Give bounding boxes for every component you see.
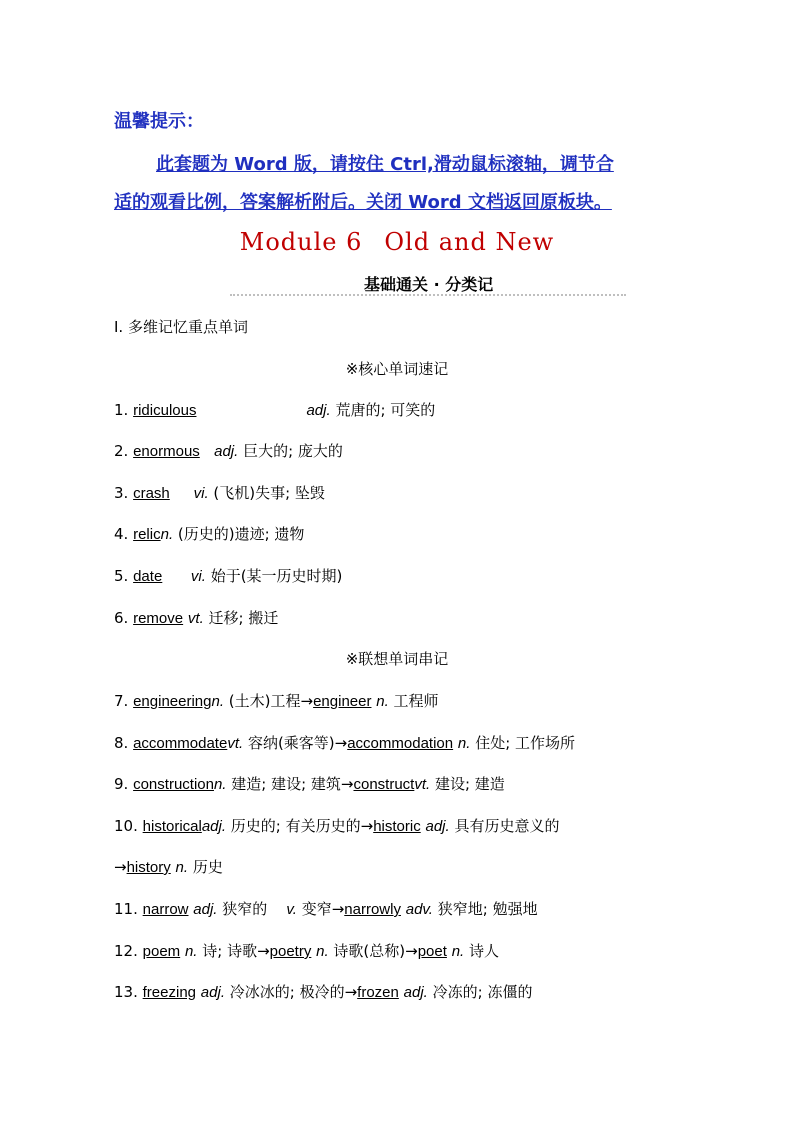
list-item [114, 565, 342, 586]
meaning: 诗; 诗歌→ [202, 942, 270, 960]
part-of-speech: n. [184, 943, 198, 960]
list-item [114, 440, 343, 461]
list-item [114, 482, 325, 503]
item-number: 11. [114, 900, 138, 918]
item-number: 12. [114, 942, 138, 960]
core-words-heading: ※核心单词速记 [345, 360, 449, 378]
vocab-word: narrow [142, 901, 189, 918]
part-of-speech: vt. [227, 735, 244, 752]
item-number: 7. [114, 692, 129, 710]
list-item [114, 607, 278, 628]
meaning: 始于(某一历史时期) [210, 567, 343, 585]
meaning: (土木)工程→ [228, 692, 314, 710]
meaning: 狭窄的 [222, 900, 268, 918]
arrow: → [114, 858, 127, 876]
meaning: 建设; 建造 [434, 775, 505, 793]
vocab-word: poet [417, 943, 447, 960]
list-item [114, 399, 435, 420]
vocab-word: date [133, 568, 163, 585]
module-topic: Old and New [384, 228, 555, 256]
list-item [114, 732, 575, 753]
vocab-word: history [126, 859, 171, 876]
item-number: 8. [114, 734, 129, 752]
meaning: (历史的)遗迹; 遗物 [177, 525, 305, 543]
assoc-words-heading: ※联想单词串记 [345, 650, 449, 668]
meaning: 巨大的; 庞大的 [243, 442, 343, 460]
meaning: 冷冰冰的; 极冷的→ [229, 983, 358, 1001]
part-of-speech: adj. [214, 443, 239, 460]
vocab-word: accommodation [347, 735, 454, 752]
vocab-word: engineer [313, 693, 372, 710]
item-number: 10. [114, 817, 138, 835]
vocab-word: freezing [142, 984, 197, 1001]
part-of-speech: vi. [193, 485, 209, 502]
module-title [0, 228, 794, 256]
module-number: Module 6 [239, 228, 363, 256]
item-number: 13. [114, 983, 138, 1001]
vocab-word: remove [133, 610, 184, 627]
list-item [114, 690, 439, 711]
part-of-speech: adv. [405, 901, 433, 918]
vocab-word: poem [142, 943, 181, 960]
part-of-speech: n. [457, 735, 471, 752]
meaning: 具有历史意义的 [454, 817, 560, 835]
subtitle: 基础通关 · 分类记 [364, 275, 494, 294]
vocab-word: construction [133, 776, 214, 793]
part-of-speech: n. [213, 776, 227, 793]
list-item [114, 981, 532, 1002]
part-of-speech: adj. [201, 818, 227, 835]
list-item [114, 773, 505, 794]
dotted-divider [230, 294, 626, 296]
part-of-speech: n. [211, 693, 225, 710]
item-number: 6. [114, 609, 129, 627]
vocab-word: relic [133, 526, 161, 543]
tip-body [114, 146, 692, 222]
vocab-word: poetry [269, 943, 312, 960]
meaning: 狭窄地; 勉强地 [437, 900, 538, 918]
list-item [114, 940, 499, 961]
meaning: 变窄→ [301, 900, 345, 918]
tip-title: 温馨提示： [114, 111, 204, 132]
part-of-speech: vt. [187, 610, 204, 627]
list-item [114, 815, 559, 836]
meaning: 工程师 [393, 692, 439, 710]
meaning: 历史 [192, 858, 223, 876]
meaning: 住处; 工作场所 [475, 734, 576, 752]
meaning: 历史的; 有关历史的→ [230, 817, 374, 835]
vocab-word: engineering [133, 693, 212, 710]
part-of-speech: n. [316, 943, 329, 960]
part-of-speech: adj. [306, 402, 331, 419]
vocab-word: historic [373, 818, 421, 835]
part-of-speech: vt. [414, 776, 431, 793]
meaning: 建造; 建设; 建筑→ [231, 775, 354, 793]
item-number: 3. [114, 484, 129, 502]
part-of-speech: adj. [403, 984, 428, 1001]
vocab-word: crash [133, 485, 170, 502]
item-number: 5. [114, 567, 129, 585]
part-of-speech: v. [286, 901, 297, 918]
part-of-speech: n. [160, 526, 174, 543]
item-number: 2. [114, 442, 129, 460]
meaning: 诗人 [468, 942, 499, 960]
part-of-speech: adj. [425, 818, 450, 835]
item-number: 9. [114, 775, 129, 793]
vocab-word: accommodate [133, 735, 228, 752]
part-of-speech: n. [376, 693, 389, 710]
meaning: 诗歌(总称)→ [333, 942, 418, 960]
tip-line-1: 此套题为 Word 版，请按住 Ctrl,滑动鼠标滚轴，调节合 [156, 154, 614, 175]
part-of-speech: n. [451, 943, 465, 960]
vocab-word: historical [142, 818, 202, 835]
item-number: 4. [114, 525, 129, 543]
meaning: 冷冻的; 冻僵的 [432, 983, 533, 1001]
part-of-speech: adj. [200, 984, 225, 1001]
meaning: (飞机)失事; 坠毁 [213, 484, 325, 502]
part-of-speech: adj. [193, 901, 218, 918]
vocab-word: enormous [133, 443, 200, 460]
section-heading: Ⅰ. 多维记忆重点单词 [114, 318, 248, 336]
list-item [114, 856, 223, 877]
list-item [114, 523, 304, 544]
vocab-word: narrowly [344, 901, 401, 918]
item-number: 1. [114, 401, 129, 419]
vocab-word: construct [353, 776, 415, 793]
meaning: 迁移; 搬迁 [208, 609, 279, 627]
part-of-speech: vi. [190, 568, 206, 585]
list-item [114, 898, 538, 919]
vocab-word: frozen [357, 984, 399, 1001]
tip-line-2: 适的观看比例，答案解析附后。关闭 Word 文档返回原板块。 [114, 192, 612, 213]
part-of-speech: n. [175, 859, 189, 876]
vocab-word: ridiculous [133, 402, 197, 419]
meaning: 容纳(乘客等)→ [247, 734, 348, 752]
meaning: 荒唐的; 可笑的 [335, 401, 436, 419]
